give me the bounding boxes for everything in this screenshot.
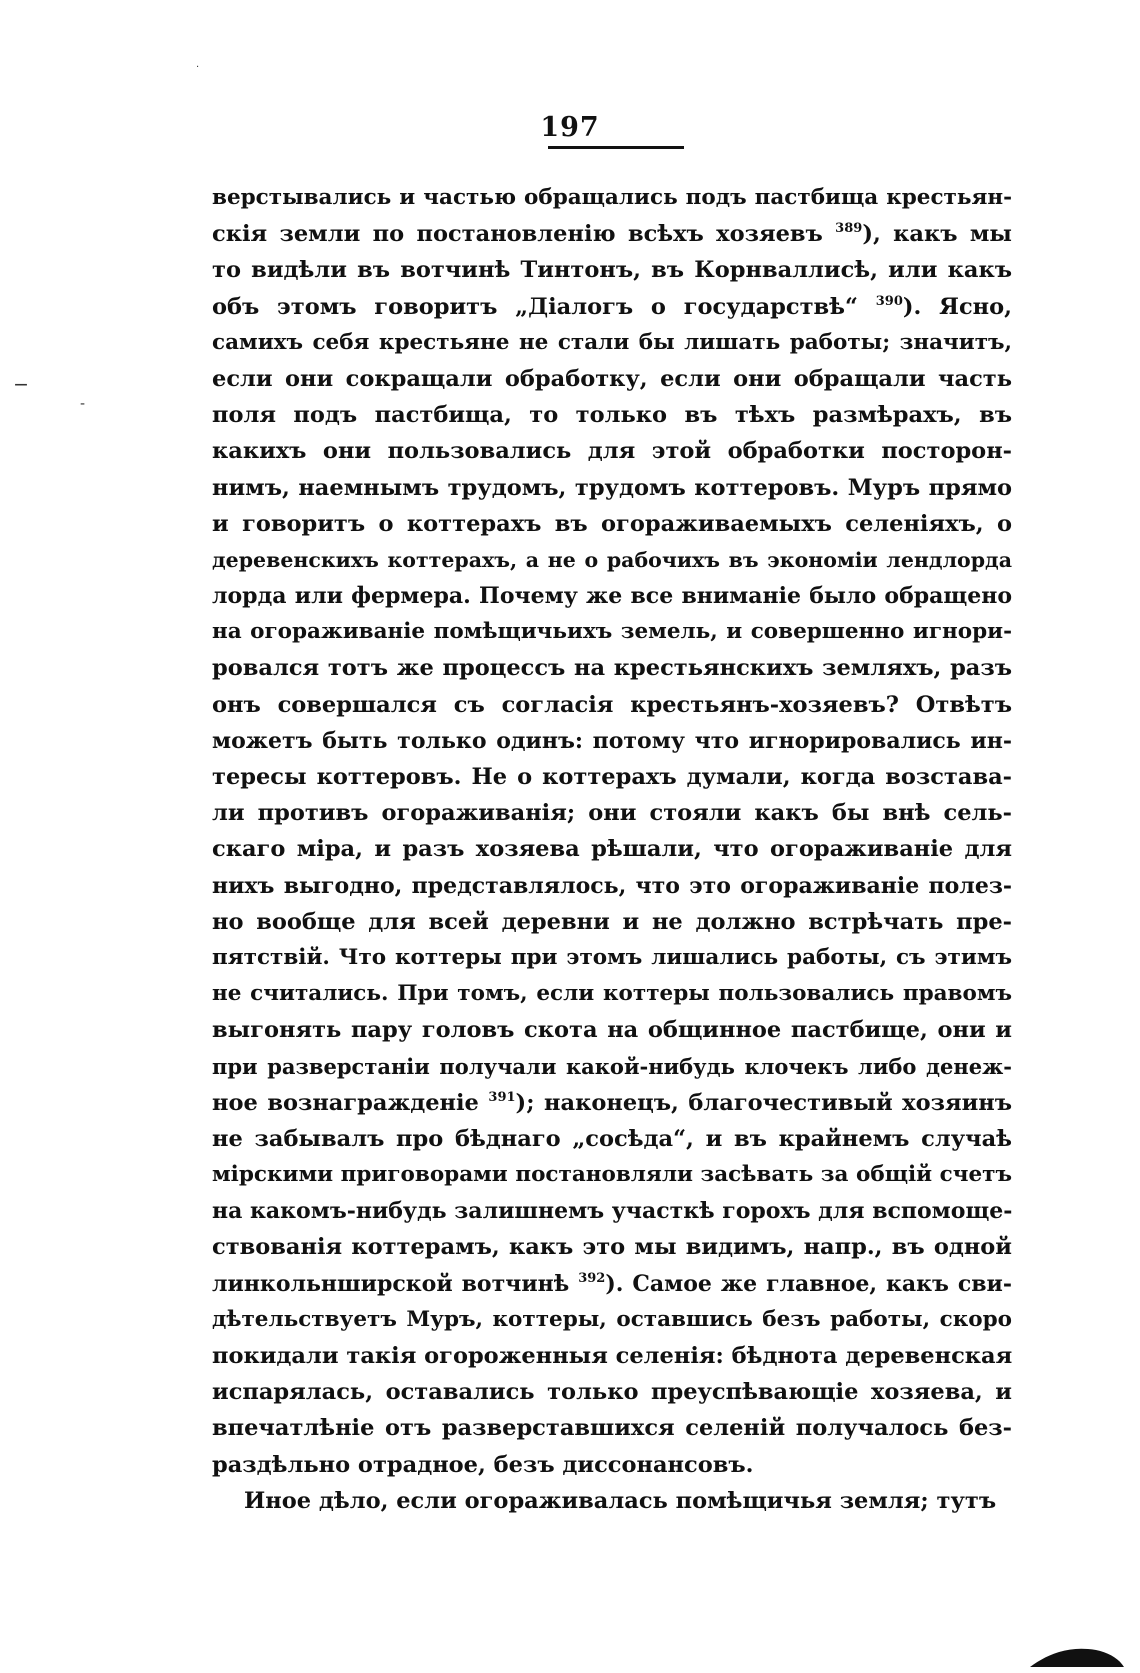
line-text: на огораживаніе помѣщичьихъ земель, и совершенно игнори-	[212, 619, 1012, 645]
line-text: линкольнширской вотчинѣ	[212, 1270, 579, 1297]
text-line	[212, 940, 1012, 976]
line-text: выгонять пару головъ скота на общинное пастбище, они и	[212, 1017, 1012, 1044]
text-line	[212, 1410, 1012, 1446]
line-text: нимъ, наемнымъ трудомъ, трудомъ коттеровъ. Муръ прямо	[212, 474, 1012, 501]
line-text: онъ совершался съ согласія крестьянъ-хозяевъ? Отвѣтъ	[212, 691, 1012, 718]
text-line	[212, 216, 1012, 252]
text-line	[212, 1338, 1012, 1374]
text-line	[212, 506, 1012, 542]
text-line	[212, 1302, 1012, 1338]
line-text: скаго міра, и разъ хозяева рѣшали, что огораживаніе для	[212, 836, 1012, 863]
text-line	[212, 1266, 1012, 1302]
line-text: тересы коттеровъ. Не о коттерахъ думали, когда возстава-	[212, 764, 1012, 790]
text-line	[212, 795, 1012, 831]
text-line	[212, 1085, 1012, 1121]
text-line	[212, 614, 1012, 650]
line-text: ли противъ огораживанія; они стояли какъ бы внѣ сель-	[212, 800, 1012, 827]
text-line	[212, 1121, 1012, 1157]
text-line	[212, 361, 1012, 397]
text-line	[212, 1374, 1012, 1410]
line-text: какихъ они пользовались для этой обработки посторон-	[212, 438, 1012, 465]
line-text-after-footnote: ); наконецъ, благочестивый хозяинъ	[515, 1089, 1013, 1116]
text-line	[212, 976, 1012, 1012]
line-text: поля подъ пастбища, то только въ тѣхъ размѣрахъ, въ	[212, 402, 1012, 429]
line-text: скія земли по постановленію всѣхъ хозяевъ	[212, 221, 836, 248]
line-text-after-footnote: ). Самое же главное, какъ сви-	[605, 1270, 1013, 1297]
text-line	[212, 723, 1012, 759]
line-text: лорда или фермера. Почему же все вниманіе было обращено	[212, 583, 1012, 610]
line-text: мірскими приговорами постановляли засѣвать за общій счетъ	[212, 1162, 1012, 1188]
text-line	[212, 1193, 1012, 1229]
line-text: можетъ быть только одинъ: потому что игнорировались ин-	[212, 727, 1012, 754]
text-line	[212, 1229, 1012, 1265]
line-text: покидали такія огороженныя селенія: бѣднота деревенская	[212, 1343, 1013, 1369]
text-line	[212, 868, 1012, 904]
text-line	[212, 687, 1012, 723]
line-text: дѣтельствуетъ Муръ, коттеры, оставшись безъ работы, скоро	[212, 1306, 1012, 1332]
line-text: ствованія коттерамъ, какъ это мы видимъ, напр., въ одной	[212, 1234, 1012, 1261]
footnote-ref: 390	[875, 293, 903, 309]
page-number: 197	[540, 112, 600, 143]
text-line	[212, 1012, 1012, 1048]
text-line	[212, 578, 1012, 614]
line-text: на какомъ-нибудь залишнемъ участкѣ горохъ для вспомоще-	[212, 1198, 1013, 1225]
line-text: самихъ себя крестьяне не стали бы лишать работы; значитъ,	[212, 329, 1012, 355]
line-text: впечатлѣніе отъ разверставшихся селеній получалось без-	[212, 1415, 1012, 1442]
body-text	[212, 180, 1012, 1519]
line-text: не забывалъ про бѣднаго „сосѣда“, и въ крайнемъ случаѣ	[212, 1125, 1012, 1152]
line-text: то видѣли въ вотчинѣ Тинтонъ, въ Корнваллисѣ, или какъ	[212, 257, 1012, 284]
footnote-ref: 391	[488, 1089, 516, 1105]
line-text: если они сокращали обработку, если они обращали часть	[212, 365, 1012, 392]
text-line	[212, 180, 1012, 216]
line-text: верстывались и частью обращались подъ пастбища крестьян-	[212, 185, 1012, 210]
text-line	[212, 904, 1012, 940]
line-text: ное вознагражденіе	[212, 1089, 489, 1116]
margin-pencil-mark: ‒	[14, 372, 28, 397]
text-line	[212, 325, 1012, 361]
line-text: деревенскихъ коттерахъ, а не о рабочихъ въ экономіи лендлорда	[212, 547, 1012, 572]
line-text: нихъ выгодно, представлялось, что это огораживаніе полез-	[212, 872, 1012, 899]
text-line	[212, 470, 1012, 506]
text-line	[212, 650, 1012, 686]
line-text-after-footnote: ). Ясно,	[902, 293, 1012, 320]
text-line	[212, 1049, 1012, 1085]
footnote-ref: 389	[835, 221, 863, 237]
text-line	[212, 433, 1012, 469]
text-line	[212, 1157, 1012, 1193]
text-line	[212, 831, 1012, 867]
line-text: пятствій. Что коттеры при этомъ лишались работы, съ этимъ	[212, 944, 1012, 970]
line-text: не считались. При томъ, если коттеры пользовались правомъ	[212, 981, 1012, 1007]
line-text: раздѣльно отрадное, безъ диссонансовъ.	[212, 1451, 754, 1478]
text-line	[212, 252, 1012, 288]
margin-speck: -	[80, 396, 86, 412]
footnote-ref: 392	[578, 1270, 606, 1286]
line-text: испарялась, оставались только преуспѣвающіе хозяева, и	[212, 1379, 1012, 1406]
text-line	[212, 1447, 1012, 1483]
line-text: но вообще для всей деревни и не должно встрѣчать пре-	[212, 908, 1012, 935]
text-line	[212, 289, 1012, 325]
text-line	[212, 1483, 1012, 1519]
text-line	[212, 542, 1012, 578]
ink-blot	[1026, 1637, 1126, 1669]
line-text: и говоритъ о коттерахъ въ огораживаемыхъ селеніяхъ, о	[212, 510, 1012, 537]
line-text-after-footnote: ), какъ мы	[862, 221, 1012, 248]
line-text: объ этомъ говоритъ „Діалогъ о государствѣ“	[212, 293, 876, 320]
margin-speck: ·	[196, 62, 200, 73]
text-line	[212, 397, 1012, 433]
line-text: Иное дѣло, если огораживалась помѣщичья земля; тутъ	[244, 1487, 997, 1514]
line-text: при разверстаніи получали какой-нибудь клочекъ либо денеж-	[212, 1053, 1012, 1079]
line-text: ровался тотъ же процессъ на крестьянскихъ земляхъ, разъ	[212, 655, 1012, 682]
text-line	[212, 759, 1012, 795]
page-number-rule	[548, 146, 684, 149]
